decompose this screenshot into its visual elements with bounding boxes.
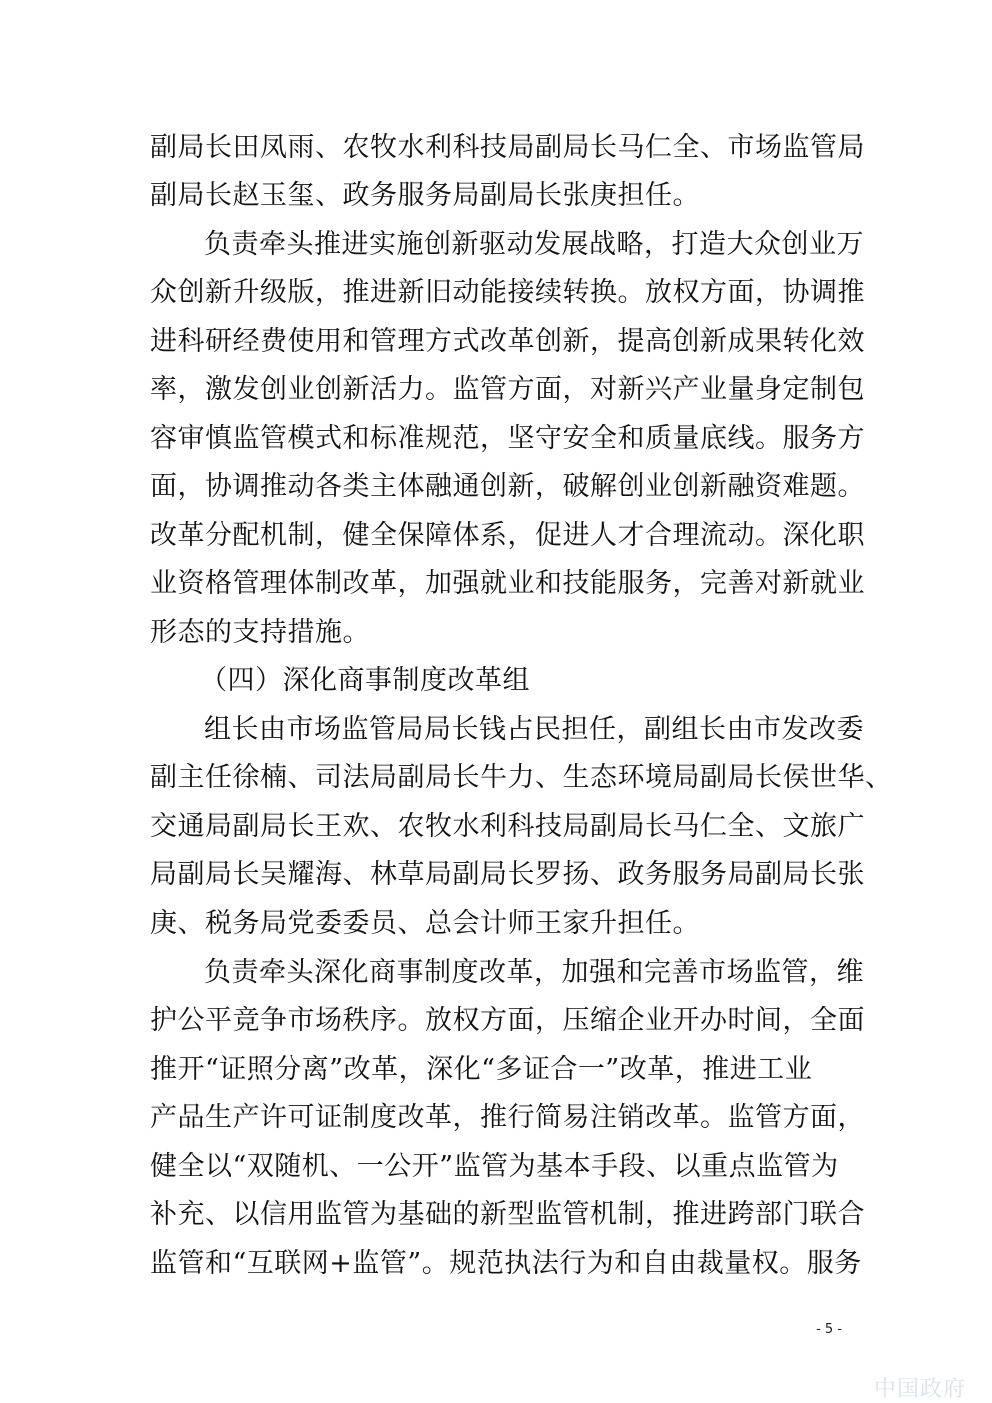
text-line: 交通局副局长王欢、农牧水利科技局副局长马仁全、文旅广 <box>150 811 865 842</box>
paragraph-start-line: 负责牵头推进实施创新驱动发展战略，打造大众创业万 <box>204 229 864 260</box>
text-line: 产品生产许可证制度改革，推行简易注销改革。监管方面， <box>150 1102 865 1133</box>
text-line: 形态的支持措施。 <box>150 617 370 648</box>
text-line: 率，激发创业创新活力。监管方面，对新兴产业量身定制包 <box>150 374 865 405</box>
text-line: 众创新升级版，推进新旧动能接续转换。放权方面，协调推 <box>150 277 865 308</box>
text-line: 副局长赵玉玺、政务服务局副局长张庚担任。 <box>150 180 700 211</box>
text-line: 局副局长吴耀海、林草局副局长罗扬、政务服务局副局长张 <box>150 859 865 890</box>
section-heading: （四）深化商事制度改革组 <box>200 665 530 696</box>
text-line: 副主任徐楠、司法局副局长牛力、生态环境局副局长侯世华、 <box>150 762 893 793</box>
text-line: 进科研经费使用和管理方式改革创新，提高创新成果转化效 <box>150 326 865 357</box>
text-line: 补充、以信用监管为基础的新型监管机制，推进跨部门联合 <box>150 1199 865 1230</box>
paragraph-start-line: 组长由市场监管局局长钱占民担任，副组长由市发改委 <box>204 714 864 745</box>
text-line: 监管和“互联网+监管”。规范执法行为和自由裁量权。服务 <box>150 1248 862 1279</box>
page-number: - 5 - <box>816 1322 842 1337</box>
watermark: 中国政府 <box>873 1377 966 1402</box>
text-line: 健全以“双随机、一公开”监管为基本手段、以重点监管为 <box>150 1151 839 1182</box>
text-line: 容审慎监管模式和标准规范，坚守安全和质量底线。服务方 <box>150 423 865 454</box>
text-line: 业资格管理体制改革，加强就业和技能服务，完善对新就业 <box>150 568 865 599</box>
text-line: 面，协调推动各类主体融通创新，破解创业创新融资难题。 <box>150 471 865 502</box>
text-line: 护公平竞争市场秩序。放权方面，压缩企业开办时间，全面 <box>150 1005 865 1036</box>
text-line: 推开“证照分离”改革，深化“多证合一”改革，推进工业 <box>150 1054 813 1085</box>
text-line: 庚、税务局党委委员、总会计师王家升担任。 <box>150 908 700 939</box>
text-line: 改革分配机制，健全保障体系，促进人才合理流动。深化职 <box>150 520 865 551</box>
text-line: 副局长田凤雨、农牧水利科技局副局长马仁全、市场监管局 <box>150 132 865 163</box>
paragraph-start-line: 负责牵头深化商事制度改革，加强和完善市场监管，维 <box>204 957 864 988</box>
